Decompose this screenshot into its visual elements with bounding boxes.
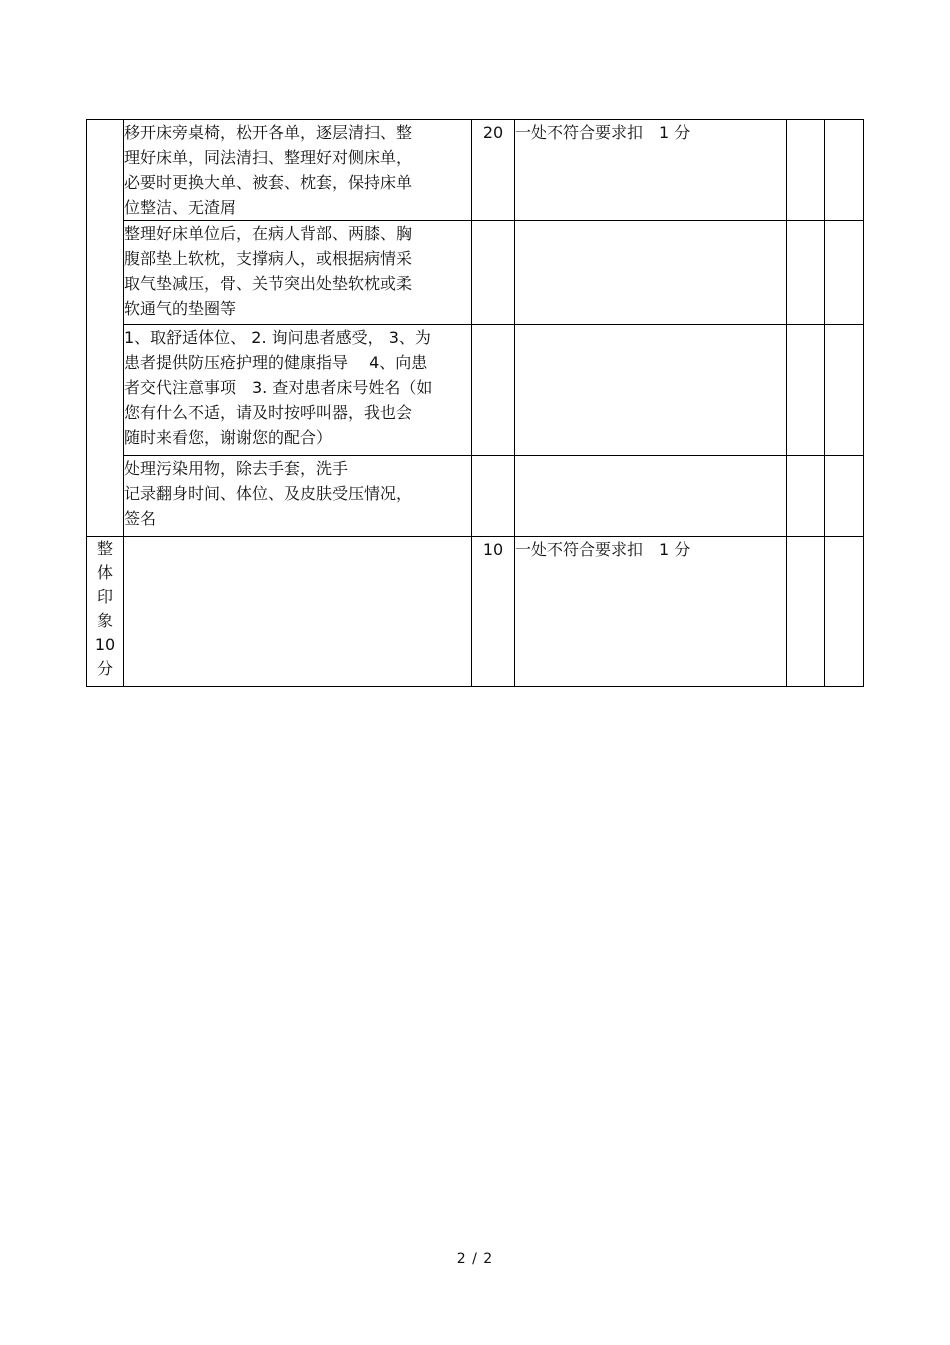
step-line: 签名: [124, 509, 157, 528]
score-cell: [472, 325, 515, 456]
step-line: 者交代注意事项 3. 查对患者床号姓名（如: [124, 378, 433, 397]
empty-cell: [825, 456, 864, 537]
empty-cell: [787, 120, 825, 221]
step-line: 取气垫减压，骨、关节突出处垫软枕或柔: [124, 274, 413, 293]
empty-cell: [787, 221, 825, 325]
step-line: 位整洁、无渣屑: [124, 198, 237, 217]
score-cell: [472, 456, 515, 537]
step-cell: [124, 325, 472, 456]
category-cell-overall: [87, 537, 124, 687]
step-line: 腹部垫上软枕，支撑病人，或根据病情采: [124, 249, 413, 268]
empty-cell: [825, 221, 864, 325]
step-line: 1、取舒适体位、 2. 询问患者感受， 3、为: [124, 328, 431, 347]
category-char: 象: [96, 611, 113, 630]
step-cell: [124, 120, 472, 221]
empty-cell: [825, 120, 864, 221]
category-char: 10: [94, 635, 116, 654]
table-row: [87, 221, 864, 325]
step-cell: [124, 221, 472, 325]
step-line: 整理好床单位后，在病人背部、两膝、胸: [124, 224, 413, 243]
criteria-cell: [515, 221, 787, 325]
step-line: 您有什么不适，请及时按呼叫器，我也会: [124, 403, 413, 422]
empty-cell: [787, 537, 825, 687]
scoring-table: [86, 119, 864, 687]
table-row-overall: [87, 537, 864, 687]
step-line: 必要时更换大单、被套、枕套，保持床单: [124, 173, 413, 192]
page-number: 2 / 2: [456, 1251, 494, 1267]
category-char: 体: [96, 563, 113, 582]
step-line: 理好床单，同法清扫、整理好对侧床单，: [124, 148, 413, 167]
empty-cell: [825, 325, 864, 456]
step-line: 软通气的垫圈等: [124, 299, 237, 318]
table-row: [87, 456, 864, 537]
empty-cell: [787, 325, 825, 456]
category-char: 整: [96, 539, 113, 558]
criteria-cell: [515, 456, 787, 537]
step-cell: [124, 456, 472, 537]
category-char: 印: [96, 587, 113, 606]
empty-cell: [825, 537, 864, 687]
category-char: 分: [96, 659, 113, 678]
step-line: 随时来看您，谢谢您的配合）: [124, 428, 333, 447]
step-line: 患者提供防压疮护理的健康指导 4、向患: [124, 353, 428, 372]
step-cell-empty: [124, 537, 472, 687]
criteria-cell: [515, 325, 787, 456]
table-row: [87, 120, 864, 221]
empty-cell: [787, 456, 825, 537]
score-cell: 10: [472, 537, 515, 687]
criteria-cell: 一处不符合要求扣 1 分: [515, 120, 787, 221]
table-row: [87, 325, 864, 456]
category-cell-empty: [87, 120, 124, 537]
step-line: 处理污染用物，除去手套，洗手: [124, 459, 349, 478]
step-line: 移开床旁桌椅，松开各单，逐层清扫、整: [124, 123, 413, 142]
criteria-cell: 一处不符合要求扣 1 分: [515, 537, 787, 687]
score-cell: [472, 221, 515, 325]
step-line: 记录翻身时间、体位、及皮肤受压情况，: [124, 484, 413, 503]
score-cell: 20: [472, 120, 515, 221]
